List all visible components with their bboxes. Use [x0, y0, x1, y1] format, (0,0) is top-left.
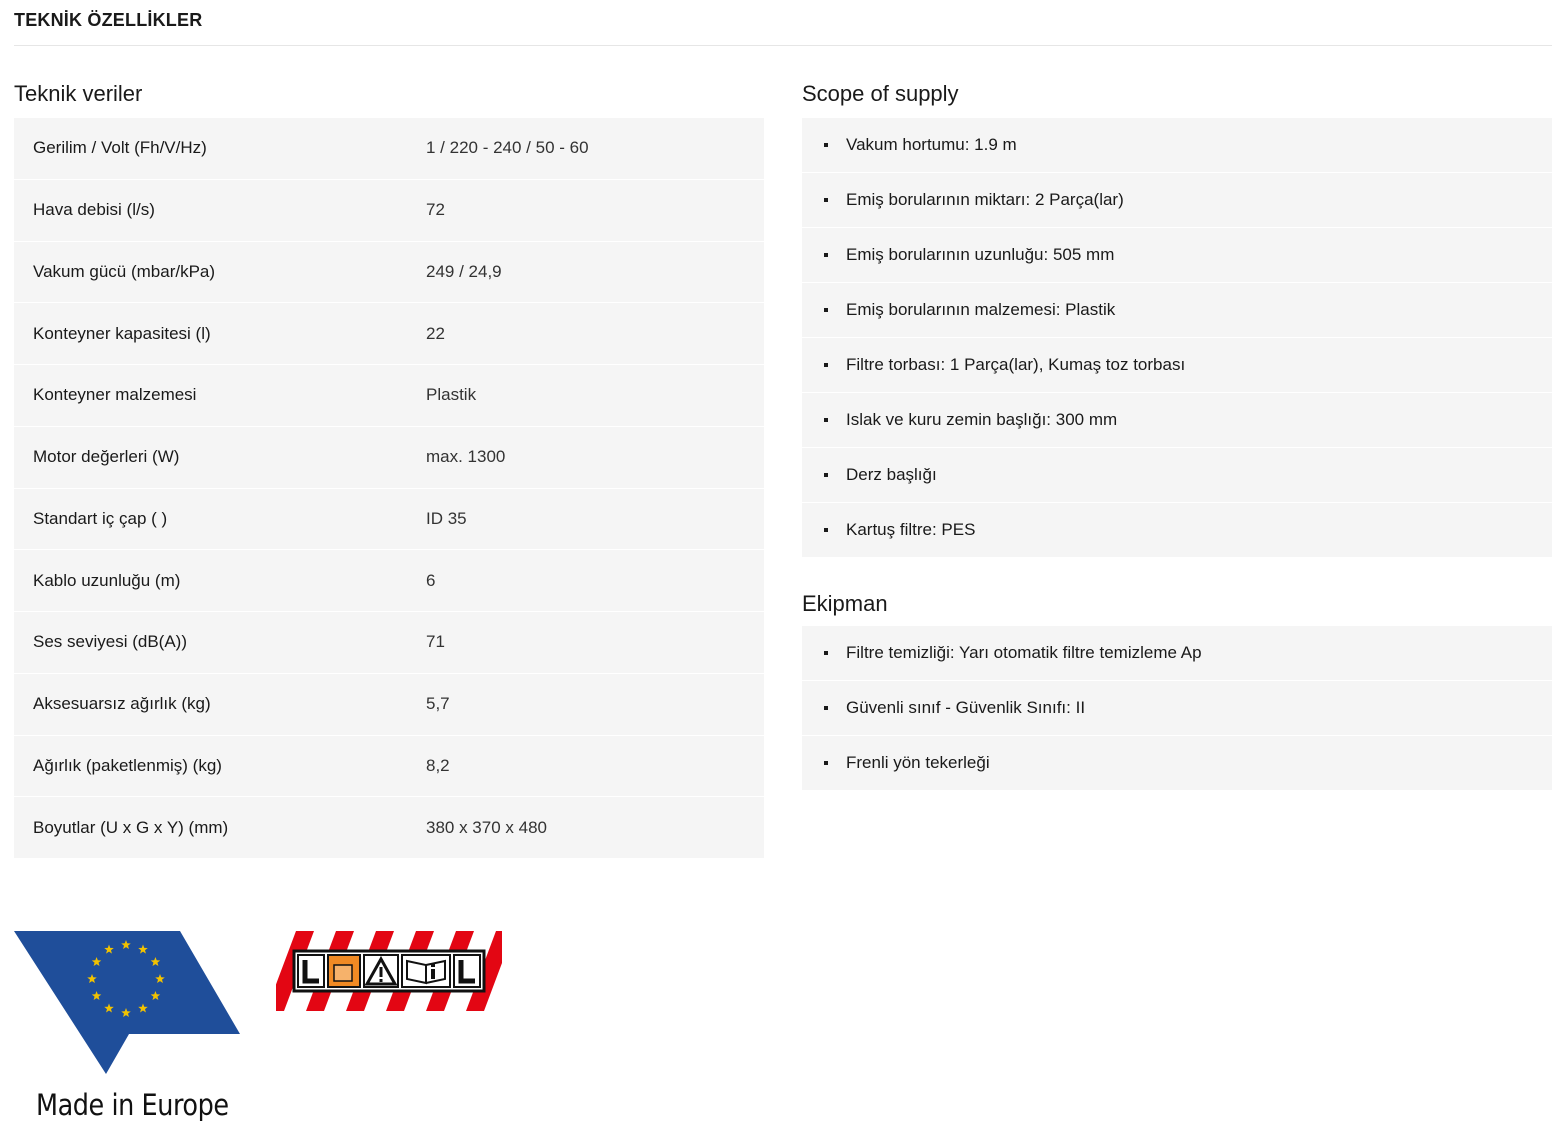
list-item-text: Güvenli sınıf - Güvenlik Sınıfı: II — [846, 698, 1086, 717]
list-item-text: Vakum hortumu: 1.9 m — [846, 135, 1017, 154]
list-item — [802, 338, 1552, 393]
section-header — [14, 0, 1552, 46]
table-row — [14, 303, 764, 365]
dust-class-l-icon — [276, 931, 502, 1011]
list-item-text: Emiş borularının uzunluğu: 505 mm — [846, 245, 1115, 264]
table-row — [14, 612, 764, 674]
spec-label: Gerilim / Volt (Fh/V/Hz) — [33, 138, 207, 158]
section-title: TEKNİK ÖZELLİKLER — [14, 10, 203, 30]
spec-label: Vakum gücü (mbar/kPa) — [33, 261, 216, 281]
eu-flag-shape — [14, 931, 240, 1074]
bullet-icon — [824, 761, 828, 765]
spec-value: ID 35 — [426, 508, 467, 528]
spec-value: max. 1300 — [426, 447, 506, 467]
table-row — [14, 180, 764, 242]
technical-data-title: Teknik veriler — [14, 81, 143, 106]
spec-label: Aksesuarsız ağırlık (kg) — [33, 694, 211, 714]
spec-label: Hava debisi (l/s) — [33, 200, 155, 220]
technical-data-table — [14, 118, 764, 859]
bullet-icon — [824, 651, 828, 655]
spec-label: Kablo uzunluğu (m) — [33, 570, 181, 590]
list-item-text: Kartuş filtre: PES — [846, 520, 976, 539]
table-row — [14, 674, 764, 736]
spec-value: 71 — [426, 632, 445, 652]
spec-label: Ağırlık (paketlenmiş) (kg) — [33, 755, 222, 775]
scope-of-supply-list — [802, 118, 1552, 558]
spec-value: 5,7 — [426, 694, 450, 714]
bullet-icon — [824, 473, 828, 477]
list-item-text: Filtre temizliği: Yarı otomatik filtre temizleme Ap — [846, 643, 1202, 662]
bullet-icon — [824, 528, 828, 532]
list-item — [802, 173, 1552, 228]
bullet-icon — [824, 363, 828, 367]
spec-value: Plastik — [426, 385, 477, 405]
table-row — [14, 797, 764, 859]
table-row — [14, 736, 764, 798]
table-row — [14, 242, 764, 304]
list-item-text: Frenli yön tekerleği — [846, 753, 990, 772]
list-item — [802, 283, 1552, 338]
list-item — [802, 736, 1552, 791]
list-item — [802, 448, 1552, 503]
bullet-icon — [824, 198, 828, 202]
bullet-icon — [824, 418, 828, 422]
bullet-icon — [824, 143, 828, 147]
list-item — [802, 228, 1552, 283]
table-row — [14, 550, 764, 612]
table-row — [14, 427, 764, 489]
list-item — [802, 626, 1552, 681]
spec-label: Konteyner malzemesi — [33, 385, 197, 405]
bullet-icon — [824, 706, 828, 710]
table-row — [14, 489, 764, 551]
spec-value: 380 x 370 x 480 — [426, 817, 547, 837]
made-in-europe-label: Made in Europe — [36, 1088, 229, 1122]
table-row — [14, 118, 764, 180]
spec-label: Standart iç çap ( ) — [33, 508, 168, 528]
table-row — [14, 365, 764, 427]
spec-value: 22 — [426, 323, 445, 343]
equipment-title: Ekipman — [802, 591, 888, 616]
spec-value: 8,2 — [426, 755, 450, 775]
list-item-text: Islak ve kuru zemin başlığı: 300 mm — [846, 410, 1118, 429]
list-item — [802, 681, 1552, 736]
bullet-icon — [824, 308, 828, 312]
spec-value: 72 — [426, 200, 445, 220]
bullet-icon — [824, 253, 828, 257]
spec-label: Konteyner kapasitesi (l) — [33, 323, 211, 343]
equipment-list — [802, 626, 1552, 791]
spec-value: 1 / 220 - 240 / 50 - 60 — [426, 138, 589, 158]
list-item-text: Emiş borularının miktarı: 2 Parça(lar) — [846, 190, 1124, 209]
list-item — [802, 503, 1552, 558]
spec-value: 249 / 24,9 — [426, 261, 502, 281]
spec-label: Motor değerleri (W) — [33, 447, 180, 467]
spec-value: 6 — [426, 570, 436, 590]
scope-of-supply-title: Scope of supply — [802, 81, 959, 106]
list-item-text: Filtre torbası: 1 Parça(lar), Kumaş toz torbası — [846, 355, 1186, 374]
list-item — [802, 118, 1552, 173]
list-item — [802, 393, 1552, 448]
list-item-text: Emiş borularının malzemesi: Plastik — [846, 300, 1116, 319]
list-item-text: Derz başlığı — [846, 465, 937, 484]
spec-label: Boyutlar (U x G x Y) (mm) — [33, 817, 229, 837]
spec-label: Ses seviyesi (dB(A)) — [33, 632, 187, 652]
